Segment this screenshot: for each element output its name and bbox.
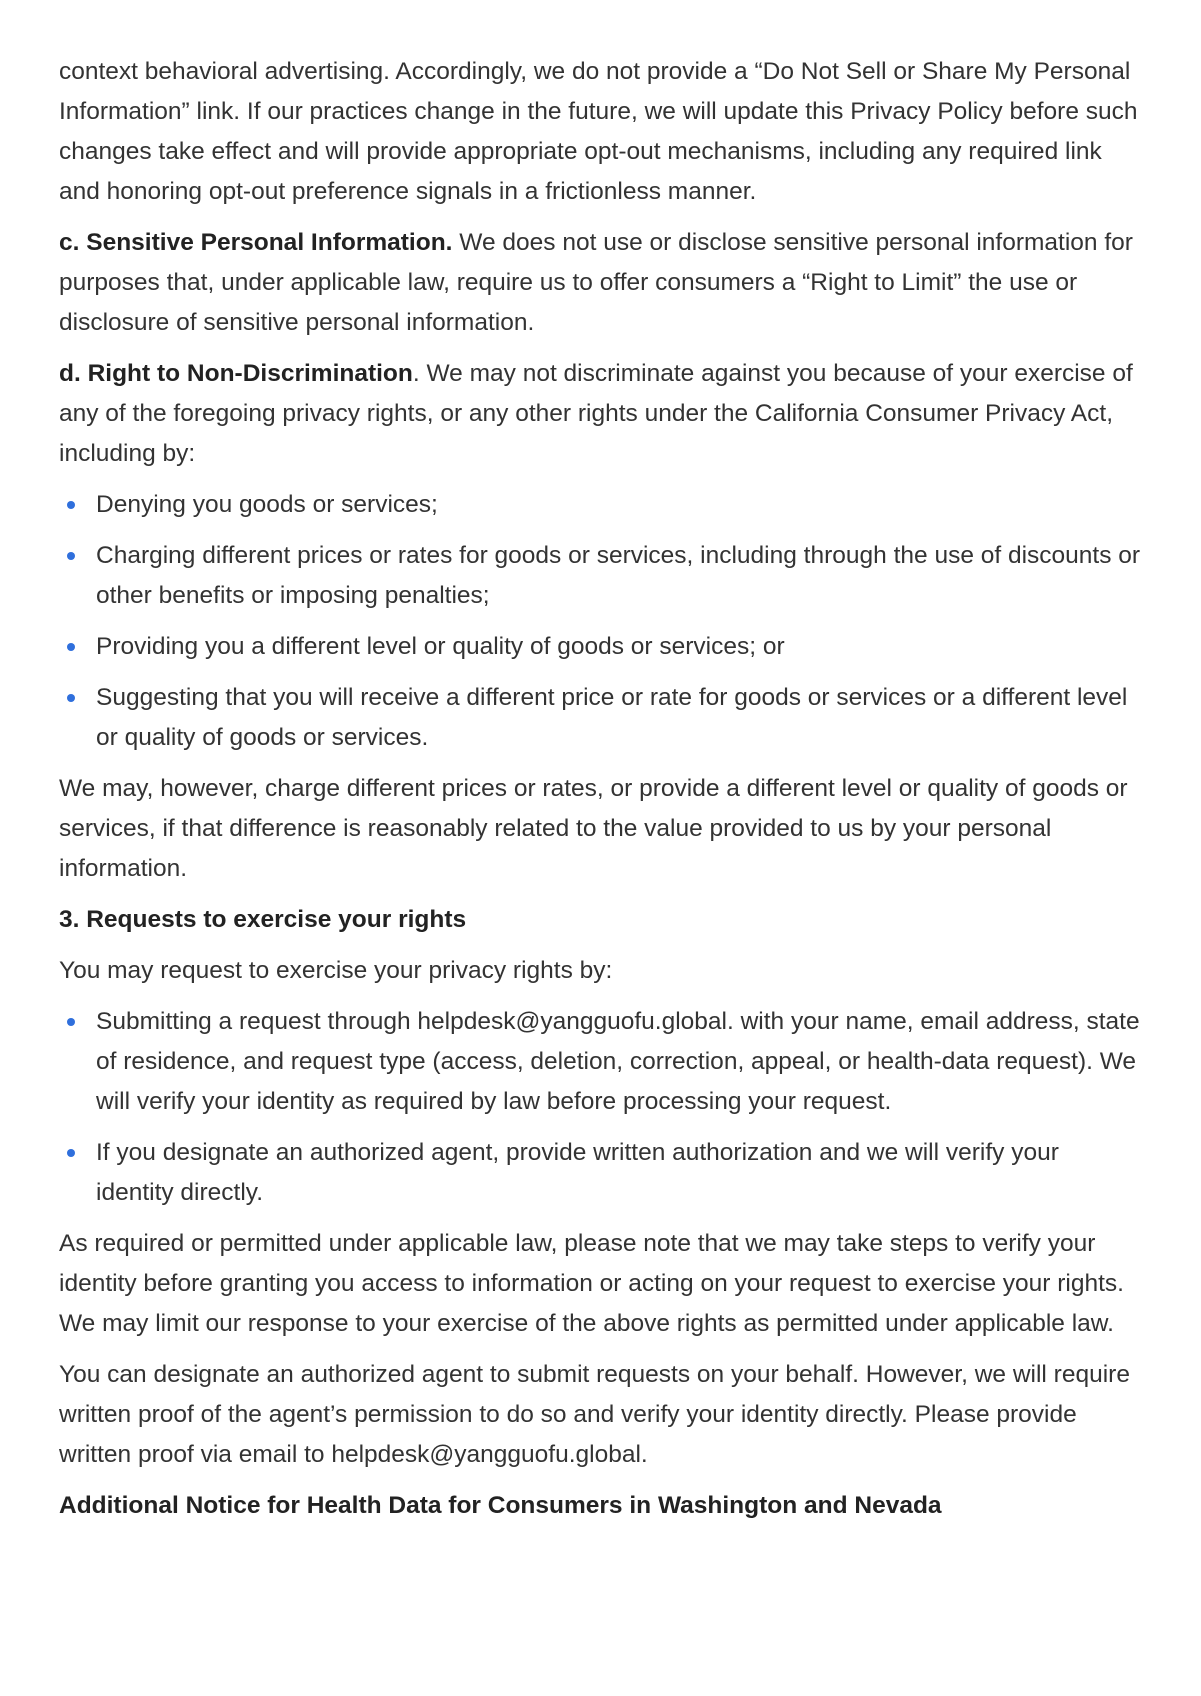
- bullet-icon: [67, 643, 75, 651]
- non-discrimination-heading: d. Right to Non-Discrimination: [59, 360, 413, 387]
- verification-paragraph: As required or permitted under applicable law, please note that we may take steps to verify your identity before granting you access to information or acting on your request to exercise your rights. We may limit our response to your exercise of the above rights as permitted under applicable law.: [59, 1230, 1124, 1337]
- list-item-text: Charging different prices or rates for goods or services, including through the use of discounts or other benefits or imposing penalties;: [96, 542, 1141, 609]
- list-item: [59, 536, 1141, 616]
- bullet-icon: [67, 1149, 75, 1157]
- requests-intro: You may request to exercise your privacy rights by:: [59, 957, 613, 984]
- bullet-icon: [67, 552, 75, 560]
- sensitive-info-paragraph: [59, 223, 1141, 343]
- list-item: [59, 627, 1141, 667]
- intro-paragraph: context behavioral advertising. Accordingly, we do not provide a “Do Not Sell or Share My Personal Information” link. If our practices change in the future, we will update this Privacy Policy before such changes take effect and will provide appropriate opt-out mechanisms, including any required link and honoring opt-out preference signals in a frictionless manner.: [59, 58, 1138, 205]
- list-item: [59, 485, 1141, 525]
- bullet-icon: [67, 1018, 75, 1026]
- list-item-text: Submitting a request through helpdesk@yangguofu.global. with your name, email address, state of residence, and request type (access, deletion, correction, appeal, or health-data request). We will verify your identity as required by law before processing your request.: [96, 1008, 1140, 1115]
- sensitive-info-text: We does not use or disclose sensitive personal information for purposes that, under applicable law, require us to offer consumers a “Right to Limit” the use or disclosure of sensitive personal information.: [59, 229, 1133, 336]
- list-item-text: Suggesting that you will receive a different price or rate for goods or services or a different level or quality of goods or services.: [96, 684, 1128, 751]
- additional-notice-heading: Additional Notice for Health Data for Consumers in Washington and Nevada: [59, 1492, 942, 1519]
- bullet-icon: [67, 694, 75, 702]
- requests-heading: 3. Requests to exercise your rights: [59, 906, 467, 933]
- requests-list: [59, 1002, 1141, 1213]
- sensitive-info-heading: c. Sensitive Personal Information.: [59, 229, 453, 256]
- list-item-text: Providing you a different level or quality of goods or services; or: [96, 633, 785, 660]
- list-item: [59, 678, 1141, 758]
- list-item: [59, 1133, 1141, 1213]
- list-item: [59, 1002, 1141, 1122]
- non-discrimination-text: . We may not discriminate against you because of your exercise of any of the foregoing privacy rights, or any other rights under the California Consumer Privacy Act, including by:: [59, 360, 1133, 467]
- non-discrimination-closing: We may, however, charge different prices or rates, or provide a different level or quality of goods or services, if that difference is reasonably related to the value provided to us by your personal information.: [59, 775, 1128, 882]
- non-discrimination-paragraph: [59, 354, 1141, 474]
- list-item-text: If you designate an authorized agent, provide written authorization and we will verify your identity directly.: [96, 1139, 1059, 1206]
- list-item-text: Denying you goods or services;: [96, 491, 438, 518]
- authorized-agent-paragraph: You can designate an authorized agent to submit requests on your behalf. However, we will require written proof of the agent’s permission to do so and verify your identity directly. Please provide written proof via email to helpdesk@yangguofu.global.: [59, 1361, 1130, 1468]
- bullet-icon: [67, 501, 75, 509]
- non-discrimination-list: [59, 485, 1141, 758]
